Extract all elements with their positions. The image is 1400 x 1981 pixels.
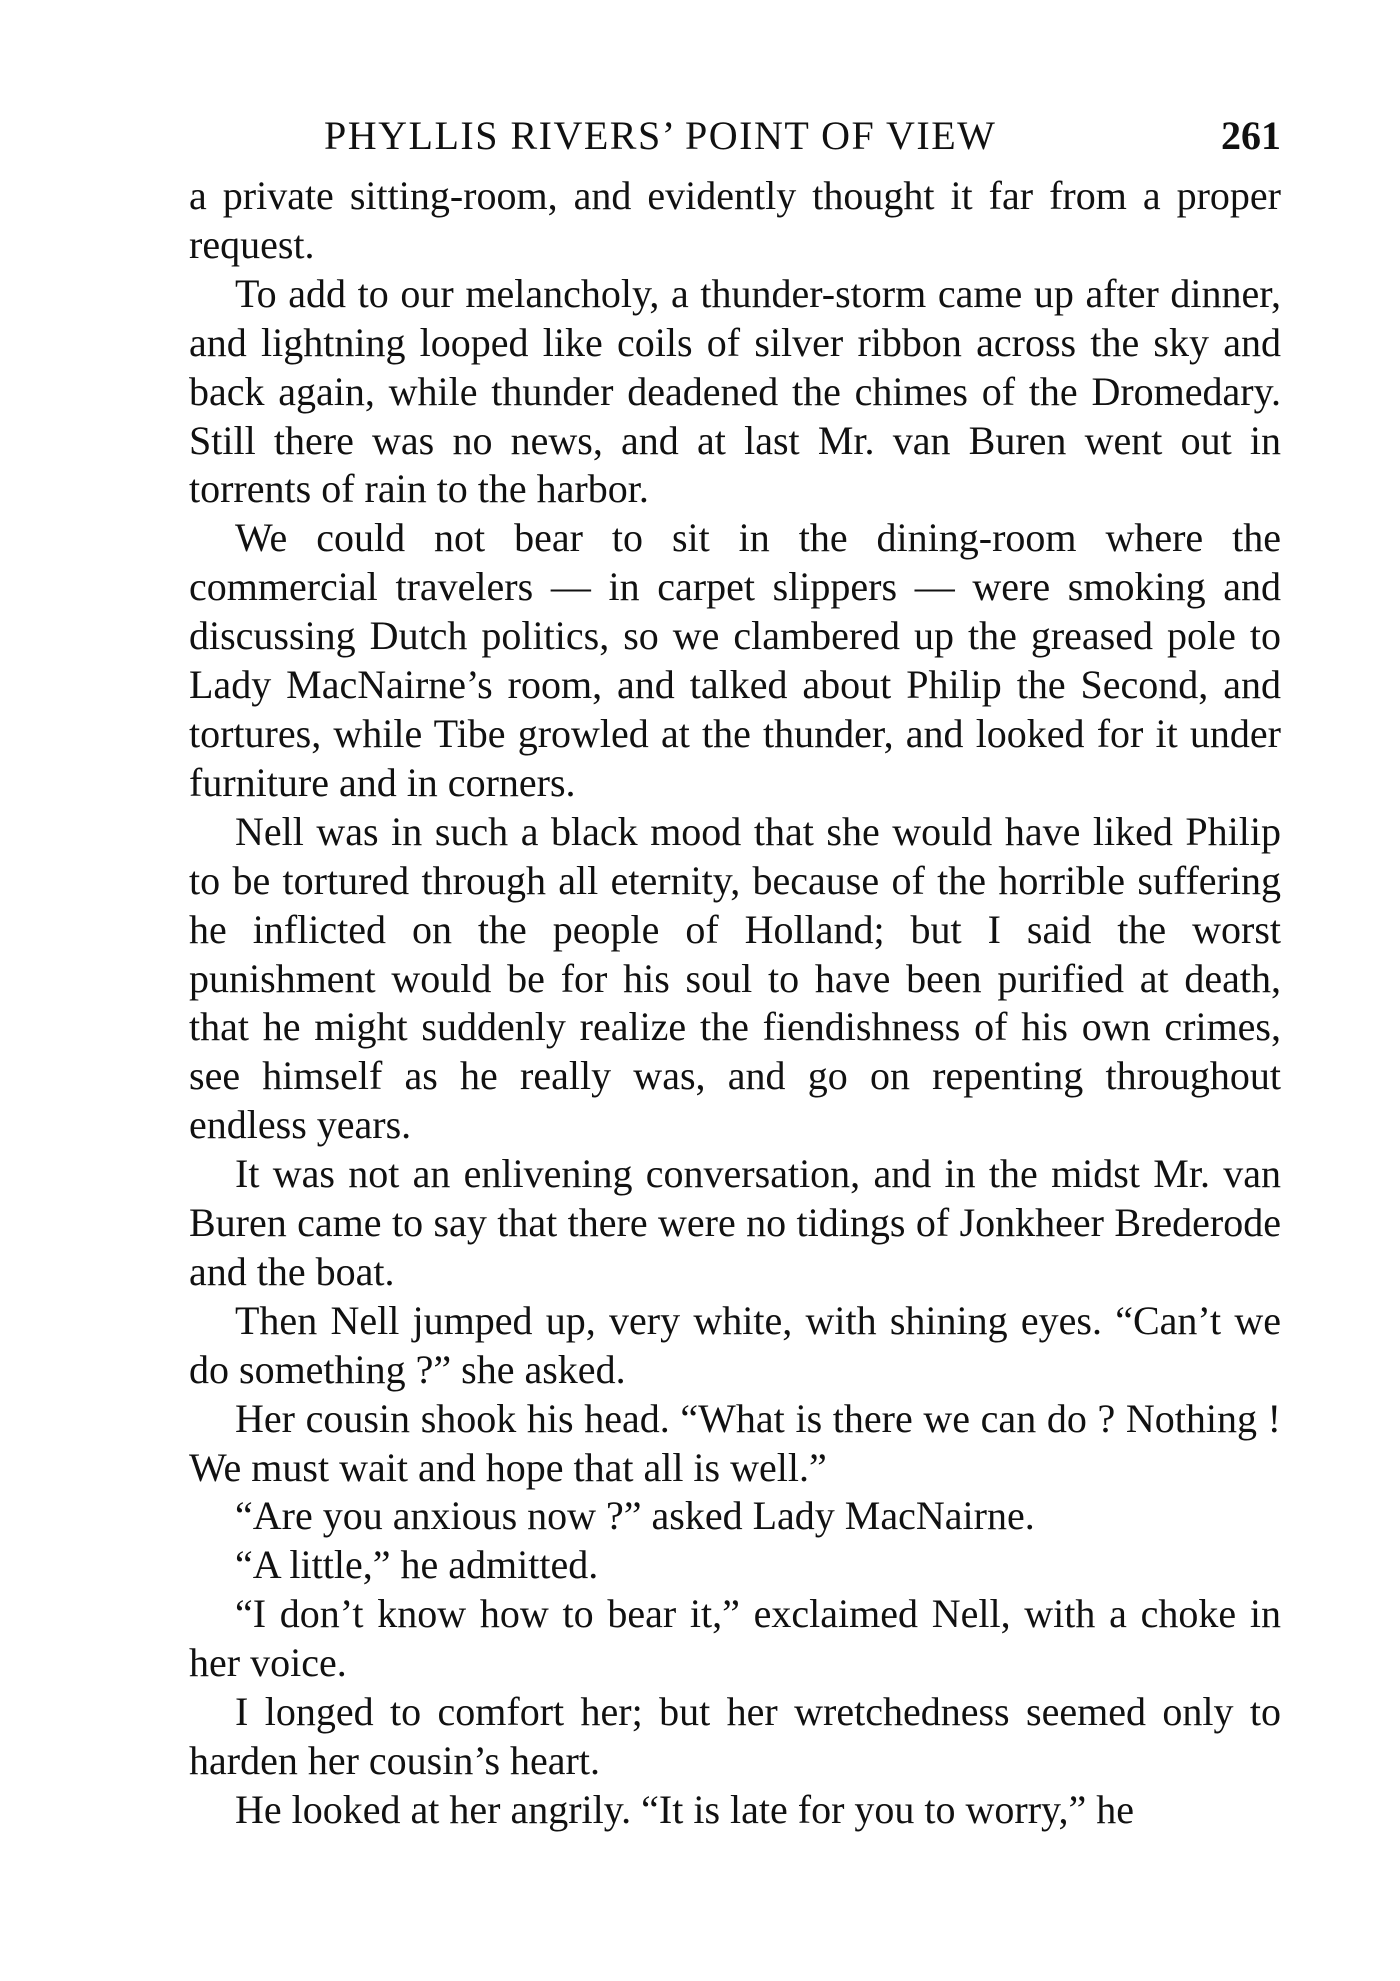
page-number: 261	[1221, 113, 1281, 158]
paragraph: a private sitting-room, and evidently thought it far from a proper request.	[189, 173, 1281, 267]
paragraph: We could not bear to sit in the dining-room where the commercial travelers — in carpet slippers — were smoking and discussing Dutch politics, so we clambered up the greased pole to Lady MacNairne’s room, and talked about Philip the Second, and tortures, while Tibe growled at the thunder, and looked for it under furniture and in corners.	[189, 515, 1281, 805]
body-text	[189, 172, 1281, 1835]
paragraph: “A little,” he admitted.	[235, 1542, 599, 1588]
chapter-title: PHYLLIS RIVERS’ POINT OF VIEW	[324, 113, 997, 158]
paragraph: To add to our melancholy, a thunder-storm came up after dinner, and lightning looped like coils of silver ribbon across the sky and back again, while thunder deadened the chimes of the Dromedary. Still there was no news, and at last Mr. van Buren went out in torrents of rain to the harbor.	[189, 270, 1281, 512]
paragraph: Nell was in such a black mood that she would have liked Philip to be tortured through all eternity, because of the horrible suffering he inflicted on the people of Holland; but I said the worst punishment would be for his soul to have been purified at death, that he might suddenly realize the fiendishness of his own crimes, see himself as he really was, and go on repenting throughout endless years.	[189, 808, 1281, 1148]
running-header	[189, 112, 1281, 172]
paragraph: I longed to comfort her; but her wretchedness seemed only to harden her cousin’s heart.	[189, 1689, 1281, 1783]
paragraph: Then Nell jumped up, very white, with shining eyes. “Can’t we do something ?” she asked.	[189, 1297, 1281, 1392]
book-page	[189, 112, 1281, 1835]
paragraph: He looked at her angrily. “It is late for you to worry,” he	[235, 1786, 1134, 1832]
paragraph: Her cousin shook his head. “What is there we can do ? Nothing ! We must wait and hope that all is well.”	[189, 1395, 1281, 1490]
paragraph: It was not an enlivening conversation, and in the midst Mr. van Buren came to say that there were no tidings of Jonkheer Brederode and the boat.	[189, 1151, 1281, 1294]
paragraph: “I don’t know how to bear it,” exclaimed Nell, with a choke in her voice.	[189, 1591, 1281, 1686]
paragraph: “Are you anxious now ?” asked Lady MacNairne.	[235, 1493, 1035, 1539]
